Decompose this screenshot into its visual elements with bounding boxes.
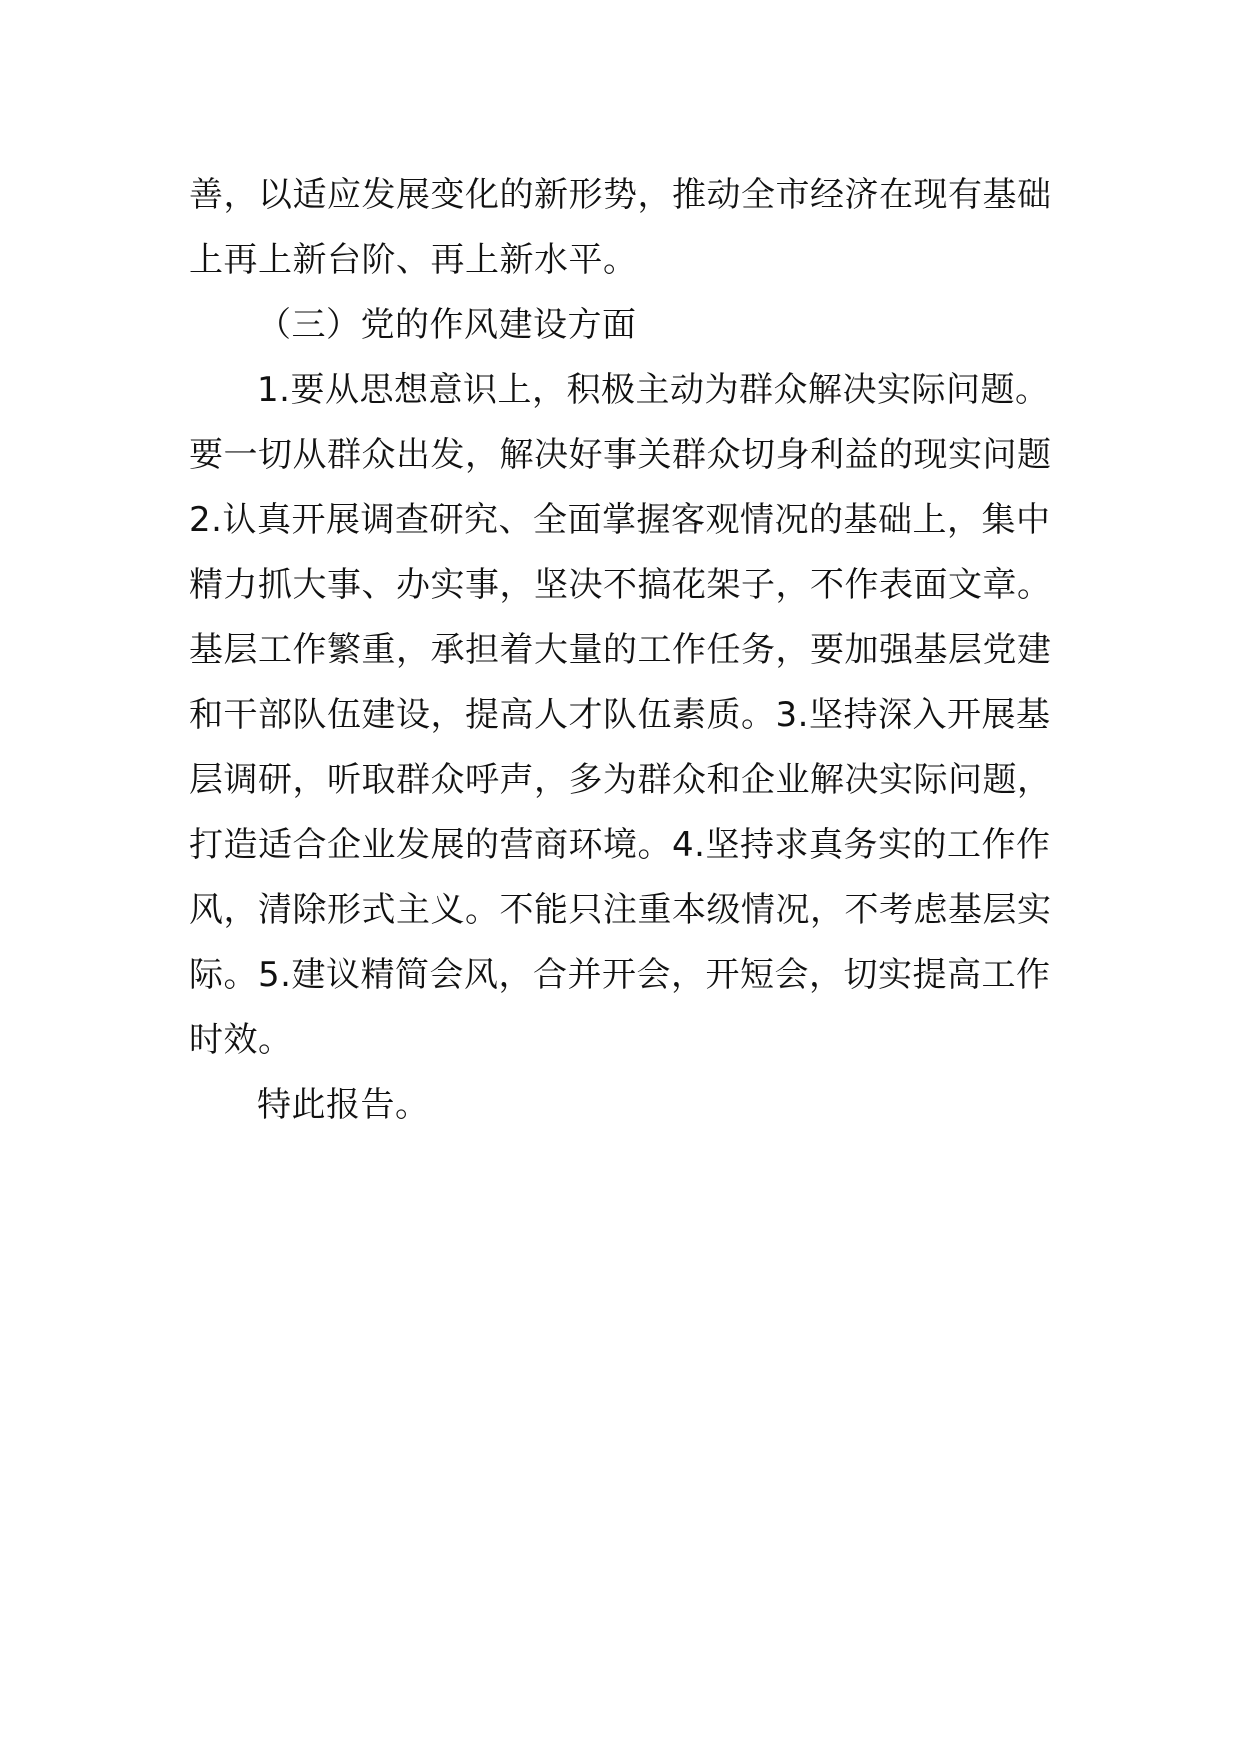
document-body <box>189 163 1061 1138</box>
text-line: 和干部队伍建设，提高人才队伍素质。3.坚持深入开展基 <box>189 695 1051 735</box>
closing-line: 特此报告。 <box>257 1085 430 1125</box>
text-line: 上再上新台阶、再上新水平。 <box>189 240 638 280</box>
text-line: 层调研，听取群众呼声，多为群众和企业解决实际问题， <box>189 760 1052 800</box>
text-line: 时效。 <box>189 1020 293 1060</box>
text-line: 1.要从思想意识上，积极主动为群众解决实际问题。 <box>257 370 1050 410</box>
text-line: 要一切从群众出发，解决好事关群众切身利益的现实问题 <box>189 435 1052 475</box>
text-line: 精力抓大事、办实事，坚决不搞花架子，不作表面文章。 <box>189 565 1052 605</box>
text-line: 善，以适应发展变化的新形势，推动全市经济在现有基础 <box>189 175 1052 215</box>
text-line: 打造适合企业发展的营商环境。4.坚持求真务实的工作作 <box>189 825 1051 865</box>
text-line: 基层工作繁重，承担着大量的工作任务，要加强基层党建 <box>189 630 1052 670</box>
section-heading: （三）党的作风建设方面 <box>257 305 637 345</box>
text-line: 际。5.建议精简会风，合并开会，开短会，切实提高工作 <box>189 955 1051 995</box>
text-line: 风，清除形式主义。不能只注重本级情况，不考虑基层实 <box>189 890 1052 930</box>
text-line: 2.认真开展调查研究、全面掌握客观情况的基础上，集中 <box>189 500 1051 540</box>
